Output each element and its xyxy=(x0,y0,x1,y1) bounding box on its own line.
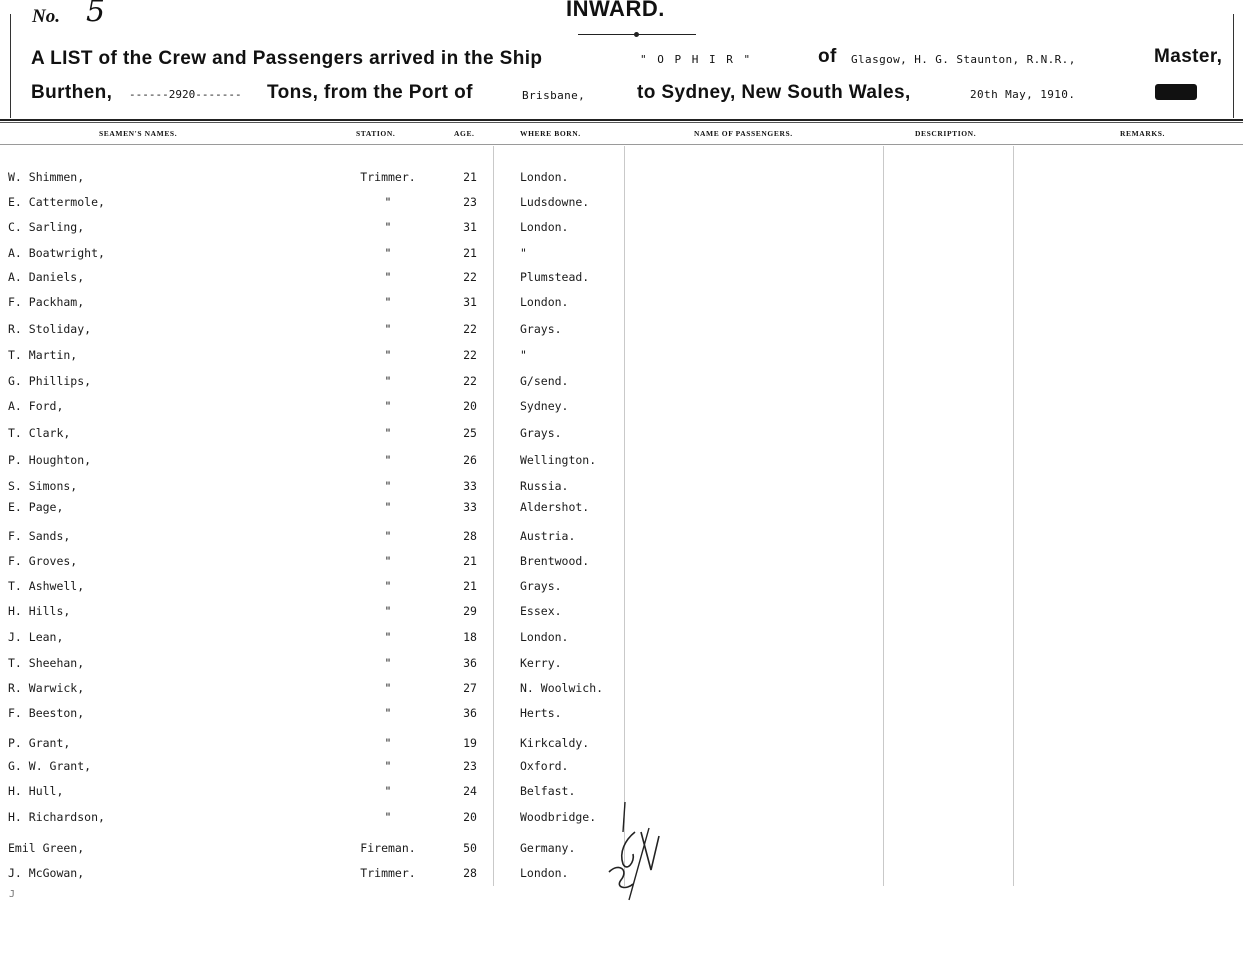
crew-age: 26 xyxy=(463,453,477,467)
master-label: Master, xyxy=(1154,46,1223,67)
divider-age-born xyxy=(493,146,494,886)
crew-age: 20 xyxy=(463,399,477,413)
crew-birthplace: Brentwood. xyxy=(520,554,590,568)
crew-station: " xyxy=(384,270,392,284)
crew-birthplace: Kerry. xyxy=(520,656,562,670)
crew-name: W. Shimmen, xyxy=(8,170,85,184)
divider-description-remarks xyxy=(1013,146,1014,886)
crew-name: A. Boatwright, xyxy=(8,246,105,260)
crew-station: " xyxy=(384,322,392,336)
col-age: AGE. xyxy=(454,129,475,138)
crew-station: " xyxy=(384,479,392,493)
col-station: STATION. xyxy=(356,129,396,138)
crew-birthplace: London. xyxy=(520,866,569,880)
col-remarks: REMARKS. xyxy=(1120,129,1166,138)
crew-age: 20 xyxy=(463,810,477,824)
crew-age: 21 xyxy=(463,246,477,260)
crew-name: F. Groves, xyxy=(8,554,78,568)
crew-age: 22 xyxy=(463,270,477,284)
crew-name: T. Ashwell, xyxy=(8,579,85,593)
crew-name: P. Houghton, xyxy=(8,453,92,467)
crew-age: 31 xyxy=(463,220,477,234)
tons-label: Tons, from the Port of xyxy=(267,82,473,103)
crew-birthplace: Plumstead. xyxy=(520,270,590,284)
port-and-master: Glasgow, H. G. Staunton, R.N.R., xyxy=(851,53,1076,66)
crew-name: J. Lean, xyxy=(8,630,64,644)
crew-birthplace: Ludsdowne. xyxy=(520,195,590,209)
crew-age: 36 xyxy=(463,706,477,720)
crew-station: " xyxy=(384,220,392,234)
title-ornament xyxy=(578,34,696,35)
from-port: Brisbane, xyxy=(522,89,586,102)
crew-age: 21 xyxy=(463,579,477,593)
crew-age: 29 xyxy=(463,604,477,618)
crew-name: R. Warwick, xyxy=(8,681,85,695)
divider-born-passengers xyxy=(624,146,625,886)
header-frame-right xyxy=(1233,14,1234,118)
crew-age: 19 xyxy=(463,736,477,750)
crew-name: E. Cattermole, xyxy=(8,195,105,209)
crew-age: 36 xyxy=(463,656,477,670)
list-prefix: A LIST of the Crew and Passengers arrived in the Ship xyxy=(31,48,543,69)
header-rule xyxy=(0,119,1243,121)
crew-birthplace: Sydney. xyxy=(520,399,569,413)
document-number-value: 5 xyxy=(86,0,106,29)
header-rule-thin xyxy=(0,122,1243,123)
crew-age: 18 xyxy=(463,630,477,644)
crew-birthplace: Woodbridge. xyxy=(520,810,597,824)
crew-birthplace: Kirkcaldy. xyxy=(520,736,590,750)
crew-birthplace: London. xyxy=(520,630,569,644)
col-seamens-names: SEAMEN'S NAMES. xyxy=(99,129,178,138)
crew-name: Emil Green, xyxy=(8,841,85,855)
ship-name: " O P H I R " xyxy=(640,53,753,66)
crew-age: 23 xyxy=(463,195,477,209)
crew-age: 22 xyxy=(463,374,477,388)
crew-name: R. Stoliday, xyxy=(8,322,92,336)
crew-name: T. Sheehan, xyxy=(8,656,85,670)
divider-passengers-description xyxy=(883,146,884,886)
crew-birthplace: Herts. xyxy=(520,706,562,720)
col-passengers: NAME OF PASSENGERS. xyxy=(694,129,793,138)
crew-station: " xyxy=(384,604,392,618)
crew-station: " xyxy=(384,195,392,209)
crew-age: 22 xyxy=(463,348,477,362)
document-title: INWARD. xyxy=(566,0,665,21)
crew-birthplace: Russia. xyxy=(520,479,569,493)
crew-station: " xyxy=(384,500,392,514)
crew-name: F. Packham, xyxy=(8,295,85,309)
crew-birthplace: Grays. xyxy=(520,579,562,593)
crew-name: E. Page, xyxy=(8,500,64,514)
crew-station: Trimmer. xyxy=(360,170,416,184)
crew-name: A. Ford, xyxy=(8,399,64,413)
crew-birthplace: " xyxy=(520,348,527,362)
crew-station: " xyxy=(384,529,392,543)
crew-name: C. Sarling, xyxy=(8,220,85,234)
crew-birthplace: Germany. xyxy=(520,841,576,855)
crew-age: 21 xyxy=(463,170,477,184)
crew-age: 33 xyxy=(463,500,477,514)
crew-name: F. Beeston, xyxy=(8,706,85,720)
crew-name: F. Sands, xyxy=(8,529,71,543)
col-where-born: WHERE BORN. xyxy=(520,129,581,138)
handwritten-signature xyxy=(605,792,675,907)
voyage-date: 20th May, 1910. xyxy=(970,88,1076,101)
redaction-block xyxy=(1155,84,1197,100)
crew-name: T. Martin, xyxy=(8,348,78,362)
crew-name: S. Simons, xyxy=(8,479,78,493)
crew-station: " xyxy=(384,554,392,568)
crew-station: " xyxy=(384,295,392,309)
crew-birthplace: London. xyxy=(520,220,569,234)
burthen-value: ------2920------- xyxy=(129,88,242,101)
crew-birthplace: Oxford. xyxy=(520,759,569,773)
crew-age: 50 xyxy=(463,841,477,855)
crew-age: 24 xyxy=(463,784,477,798)
crew-birthplace: London. xyxy=(520,295,569,309)
crew-name: G. Phillips, xyxy=(8,374,92,388)
crew-station: " xyxy=(384,810,392,824)
to-label: to Sydney, New South Wales, xyxy=(637,82,911,103)
crew-birthplace: London. xyxy=(520,170,569,184)
crew-birthplace: Austria. xyxy=(520,529,576,543)
crew-name: H. Hills, xyxy=(8,604,71,618)
of-label: of xyxy=(818,46,837,67)
document-number-label: No. xyxy=(32,6,60,27)
crew-station: " xyxy=(384,706,392,720)
crew-age: 33 xyxy=(463,479,477,493)
crew-age: 25 xyxy=(463,426,477,440)
crew-birthplace: N. Woolwich. xyxy=(520,681,604,695)
crew-name: G. W. Grant, xyxy=(8,759,92,773)
crew-age: 21 xyxy=(463,554,477,568)
crew-age: 27 xyxy=(463,681,477,695)
crew-birthplace: Grays. xyxy=(520,322,562,336)
crew-station: " xyxy=(384,784,392,798)
crew-age: 28 xyxy=(463,866,477,880)
crew-name: A. Daniels, xyxy=(8,270,85,284)
crew-birthplace: Belfast. xyxy=(520,784,576,798)
crew-age: 31 xyxy=(463,295,477,309)
crew-name: T. Clark, xyxy=(8,426,71,440)
crew-station: " xyxy=(384,579,392,593)
crew-age: 28 xyxy=(463,529,477,543)
crew-station: " xyxy=(384,246,392,260)
crew-birthplace: Aldershot. xyxy=(520,500,590,514)
crew-station: " xyxy=(384,374,392,388)
crew-station: " xyxy=(384,630,392,644)
column-header-rule xyxy=(0,144,1243,145)
crew-name: H. Richardson, xyxy=(8,810,105,824)
crew-station: " xyxy=(384,399,392,413)
crew-station: Trimmer. xyxy=(360,866,416,880)
crew-station: " xyxy=(384,736,392,750)
crew-station: " xyxy=(384,759,392,773)
trailing-mark: J xyxy=(9,889,16,900)
crew-birthplace: Wellington. xyxy=(520,453,597,467)
burthen-label: Burthen, xyxy=(31,82,113,103)
col-description: DESCRIPTION. xyxy=(915,129,977,138)
crew-name: J. McGowan, xyxy=(8,866,85,880)
crew-name: P. Grant, xyxy=(8,736,71,750)
crew-station: " xyxy=(384,348,392,362)
crew-station: " xyxy=(384,681,392,695)
crew-station: " xyxy=(384,453,392,467)
crew-station: " xyxy=(384,656,392,670)
crew-birthplace: " xyxy=(520,246,527,260)
crew-birthplace: G/send. xyxy=(520,374,569,388)
crew-age: 23 xyxy=(463,759,477,773)
crew-birthplace: Grays. xyxy=(520,426,562,440)
header-frame-left xyxy=(10,14,11,118)
crew-age: 22 xyxy=(463,322,477,336)
crew-station: Fireman. xyxy=(360,841,416,855)
crew-name: H. Hull, xyxy=(8,784,64,798)
crew-birthplace: Essex. xyxy=(520,604,562,618)
crew-station: " xyxy=(384,426,392,440)
